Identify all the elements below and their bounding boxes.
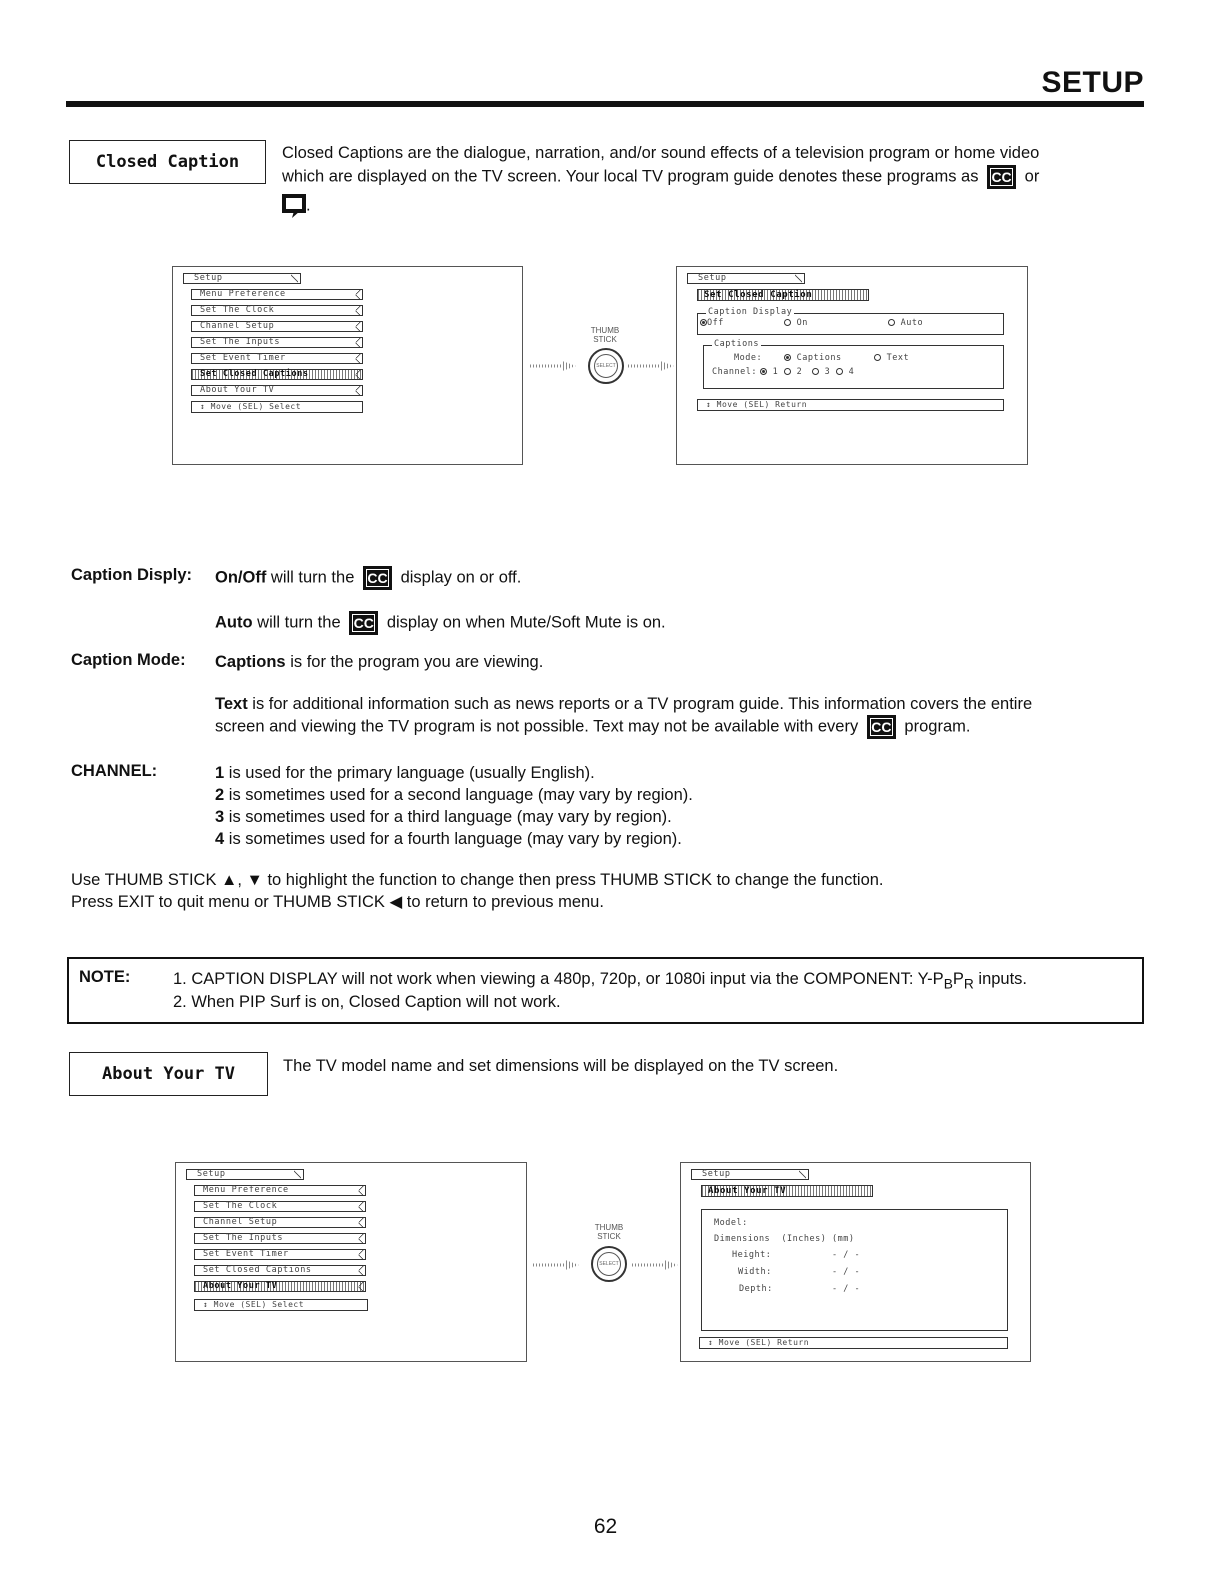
mode-label: Mode: [734,353,763,363]
width-value: - / - [832,1267,861,1277]
cc-icon: CC [867,715,896,739]
channel-3 [812,367,830,377]
screen-footer-return: ↕ Move (SEL) Return [699,1337,1008,1349]
text-line-1: is for additional information such as news reports or a TV program guide. This information covers the entire [252,695,1033,713]
off-label: Off [707,318,724,328]
note-sub-r: R [963,976,974,992]
note-item-1-text: 1. CAPTION DISPLAY will not work when viewing a 480p, 720p, or 1080i input via the COMPONENT: Y-P [173,970,944,988]
mode-text [874,353,909,363]
text-def-line-1 [215,693,1145,715]
arrow-right-1 [530,361,576,371]
about-tv-screen [680,1162,1031,1362]
channel-text: is sometimes used for a second language (may vary by region). [228,786,693,804]
intro-end: . [306,196,311,215]
usage-instructions [71,869,884,913]
thumb-stick-icon-1 [588,348,624,384]
caption-mode-label: Caption Mode: [71,651,186,669]
setup-title: Setup [691,1169,809,1180]
arrow-right-4 [632,1260,678,1270]
radio-icon [784,319,791,326]
channel-num: 3 [215,808,225,826]
intro-line-3 [282,193,1152,219]
caption-display-on [784,318,808,328]
auto-label: Auto [900,318,924,328]
captions-title: Captions [714,339,759,349]
ch3-label: 3 [824,367,831,377]
closed-caption-label-box: Closed Caption [69,140,266,184]
cc-icon: CC [363,566,392,590]
caption-display-off [700,318,724,328]
mode-captions [784,353,842,363]
about-tv-label-box: About Your TV [69,1052,268,1096]
intro-line-2 [282,165,1152,189]
channel-label: Channel: [712,367,757,377]
menu-item-set-closed-captions: Set Closed Captions [191,369,363,380]
dimensions-label: Dimensions (Inches) (mm) [714,1234,855,1244]
menu-item-about-tv: About Your TV [191,385,363,396]
ch1-label: 1 [772,367,779,377]
page-header-title: SETUP [1041,66,1144,99]
screen-footer-select: ↕ Move (SEL) Select [191,401,363,413]
menu-item-about-tv: About Your TV [194,1281,366,1292]
header-rule [66,101,1144,107]
height-value: - / - [832,1250,861,1260]
channel-item [215,762,693,784]
arrow-right-3 [533,1260,579,1270]
caption-display-auto [888,318,923,328]
screen-footer-return: ↕ Move (SEL) Return [697,399,1004,411]
radio-icon [812,368,819,375]
captions-definition [215,651,543,673]
menu-item-menu-preference: Menu Preference [191,289,363,300]
cc-icon: CC [349,611,378,635]
cc-icon: CC [987,165,1016,189]
ch2-label: 2 [796,367,803,377]
height-label: Height: [732,1250,772,1260]
note-box [67,957,1144,1024]
radio-icon [836,368,843,375]
text-line-2-end: program. [904,717,971,736]
thumb-stick-label-1 [580,326,630,344]
menu-item-channel-setup: Channel Setup [194,1217,366,1228]
channel-4 [836,367,854,377]
channel-item [215,806,693,828]
channel-num: 2 [215,786,225,804]
stick-label: STICK [593,335,617,344]
menu-item-set-clock: Set The Clock [194,1201,366,1212]
auto-definition [215,611,666,635]
radio-selected-icon [700,319,707,326]
menu-item-set-inputs: Set The Inputs [191,337,363,348]
note-item-2: 2. When PIP Surf is on, Closed Caption will not work. [173,993,561,1011]
channel-num: 4 [215,830,225,848]
screen-footer-select: ↕ Move (SEL) Select [194,1299,368,1311]
intro-line-2-text: which are displayed on the TV screen. Your local TV program guide denotes these programs as [282,167,979,186]
setup-menu-screen-cc [172,266,523,465]
depth-value: - / - [832,1284,861,1294]
stick-label: STICK [597,1232,621,1241]
arrow-right-2 [628,361,674,371]
menu-item-set-clock: Set The Clock [191,305,363,316]
select-text: SELECT [594,354,618,378]
setup-title: Setup [183,273,301,284]
channel-item [215,784,693,806]
onoff-pre: will turn the [270,568,355,587]
intro-line-1: Closed Captions are the dialogue, narration, and/or sound effects of a television program or home video [282,144,1040,162]
on-label: On [796,318,808,328]
auto-post: display on when Mute/Soft Mute is on. [386,613,666,632]
closed-caption-intro [282,142,1152,219]
channel-text: is sometimes used for a third language (may vary by region). [228,808,672,826]
onoff-definition [215,566,521,590]
thumb-label: THUMB [594,1223,624,1232]
menu-item-menu-preference: Menu Preference [194,1185,366,1196]
channel-label: CHANNEL: [71,762,158,780]
caption-display-group [697,307,1004,335]
select-text: SELECT [597,1252,621,1276]
text-definition [215,693,1145,739]
auto-pre: will turn the [257,613,341,632]
menu-item-set-closed-captions: Set Closed Captions [194,1265,366,1276]
setup-menu-screen-about [175,1162,527,1362]
thumb-stick-label-2 [584,1223,634,1241]
radio-selected-icon [760,368,767,375]
menu-item-set-inputs: Set The Inputs [194,1233,366,1244]
onoff-post: display on or off. [400,568,522,587]
captions-group [703,339,1004,389]
set-closed-caption-screen [676,266,1028,465]
menu-item-set-event-timer: Set Event Timer [194,1249,366,1260]
setup-title: Setup [186,1169,304,1180]
channel-num: 1 [215,764,225,782]
note-mid: P [952,970,964,988]
thumb-label: THUMB [590,326,620,335]
text-term: Text [215,695,248,713]
text-line-2: screen and viewing the TV program is not possible. Text may not be available with every [215,717,859,736]
channel-2 [784,367,802,377]
usage-line-1: Use THUMB STICK ▲, ▼ to highlight the function to change then press THUMB STICK to change the function. [71,871,884,889]
about-tv-text: The TV model name and set dimensions will be displayed on the TV screen. [283,1057,839,1075]
note-sub-b: B [943,976,953,992]
channel-item [215,828,693,850]
captions-term: Captions [215,653,286,671]
channel-text: is sometimes used for a fourth language (may vary by region). [228,830,682,848]
depth-label: Depth: [739,1284,773,1294]
captions-text: is for the program you are viewing. [290,653,544,671]
radio-selected-icon [784,354,791,361]
caption-display-label: Caption Disply: [71,566,193,584]
caption-balloon-icon [282,193,306,219]
channel-text: is used for the primary language (usually English). [228,764,595,782]
channel-1 [760,367,778,377]
caption-display-title: Caption Display [708,307,793,317]
mode-text-label: Text [886,353,910,363]
radio-icon [874,354,881,361]
radio-icon [784,368,791,375]
ch4-label: 4 [848,367,855,377]
channel-list [215,762,693,850]
menu-item-channel-setup: Channel Setup [191,321,363,332]
model-label: Model: [714,1218,748,1228]
closed-caption-subtitle: Set Closed Caption [697,289,869,301]
page-number: 62 [593,1515,618,1538]
about-tv-info-group [701,1209,1008,1331]
setup-title: Setup [687,273,805,284]
onoff-term: On/Off [215,568,267,587]
thumb-stick-icon-2 [591,1246,627,1282]
width-label: Width: [738,1267,772,1277]
radio-icon [888,319,895,326]
note-item-1-post: inputs. [973,970,1028,988]
intro-or: or [1024,167,1040,186]
mode-captions-label: Captions [796,353,842,363]
usage-line-2: Press EXIT to quit menu or THUMB STICK ◀ to return to previous menu. [71,893,604,911]
auto-term: Auto [215,613,253,632]
note-label: NOTE: [79,968,131,986]
text-def-line-2 [215,715,1145,739]
about-tv-subtitle: About Your TV [701,1185,873,1197]
menu-item-set-event-timer: Set Event Timer [191,353,363,364]
